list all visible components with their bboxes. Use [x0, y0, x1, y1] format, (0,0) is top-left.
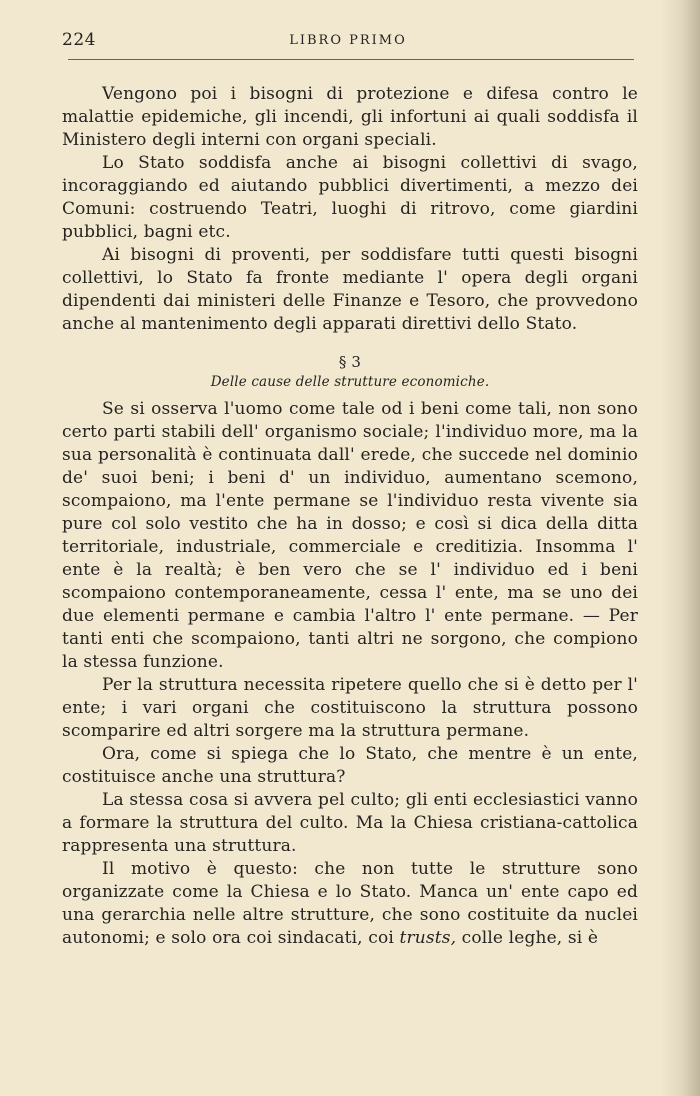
body-text [62, 83, 638, 950]
page-header [62, 30, 634, 56]
paragraph-motivo [62, 858, 638, 950]
section-mark: § 3 [338, 353, 362, 371]
page-number: 224 [62, 30, 96, 50]
paragraph-stato-ente: Ora, come si spiega che lo Stato, che mentre è un ente, costituisce anche una struttura? [62, 744, 638, 787]
paragraph-svago: Lo Stato soddisfa anche ai bisogni collettivi di svago, incoraggiando ed aiutando pubblici divertimenti, a mezzo dei Comuni: costruendo Teatri, luoghi di ritrovo, come giardini pubblici, bagni etc. [62, 153, 638, 242]
paragraph-proventi: Ai bisogni di proventi, per soddisfare tutti questi bisogni collettivi, lo Stato fa fronte mediante l' opera degli organi dipendenti dai ministeri delle Finanze e Tesoro, che provvedono anche al mantenimento degli apparati direttivi dello Stato. [62, 245, 638, 334]
paragraph-motivo-end: colle leghe, si è [456, 928, 599, 948]
paragraph-motivo-text: Il motivo è questo: che non tutte le strutture sono organizzate come la Chiesa e lo Stato. Manca un' ente capo ed una gerarchia nelle altre strutture, che sono costituite da nuclei autonomi; e solo ora coi sindacati, coi [62, 859, 638, 948]
running-head: LIBRO PRIMO [289, 33, 407, 48]
header-rule [68, 59, 634, 60]
paragraph-uomo-beni: Se si osserva l'uomo come tale od i beni come tali, non sono certo parti stabili dell' organismo sociale; l'individuo more, ma la sua personalità è continuata dall' erede, che succede nel dominio de' suoi beni; i beni d' un individuo, aumentano scemono, scompaiono, ma l'ente permane se l'individuo resta vivente sia pure col solo vestito che ha in dosso; e così si dica della ditta territoriale, industriale, commerciale e creditizia. Insomma l' ente è la realtà; è ben vero che se l' individuo ed i beni scompaiono contemporaneamente, cessa l' ente, ma se uno dei due elementi permane e cambia l'altro l' ente permane. — Per tanti enti che scompaiono, tanti altri ne sorgono, che compiono la stessa funzione. [62, 399, 638, 672]
section-heading [62, 352, 638, 392]
paragraph-culto: La stessa cosa si avvera pel culto; gli enti ecclesiastici vanno a formare la struttura del culto. Ma la Chiesa cristiana-cattolica rappresenta una struttura. [62, 790, 638, 856]
paragraph-struttura: Per la struttura necessita ripetere quello che si è detto per l' ente; i vari organi che costituiscono la struttura possono scomparire ed altri sorgere ma la struttura permane. [62, 675, 638, 741]
paragraph-protezione: Vengono poi i bisogni di protezione e difesa contro le malattie epidemiche, gli incendi, gli infortuni ai quali soddisfa il Ministero degli interni con organi speciali. [62, 84, 638, 150]
section-title: Delle cause delle strutture economiche. [210, 374, 490, 390]
page-edge-shadow [660, 0, 700, 1096]
trusts-italic: trusts, [399, 928, 457, 948]
